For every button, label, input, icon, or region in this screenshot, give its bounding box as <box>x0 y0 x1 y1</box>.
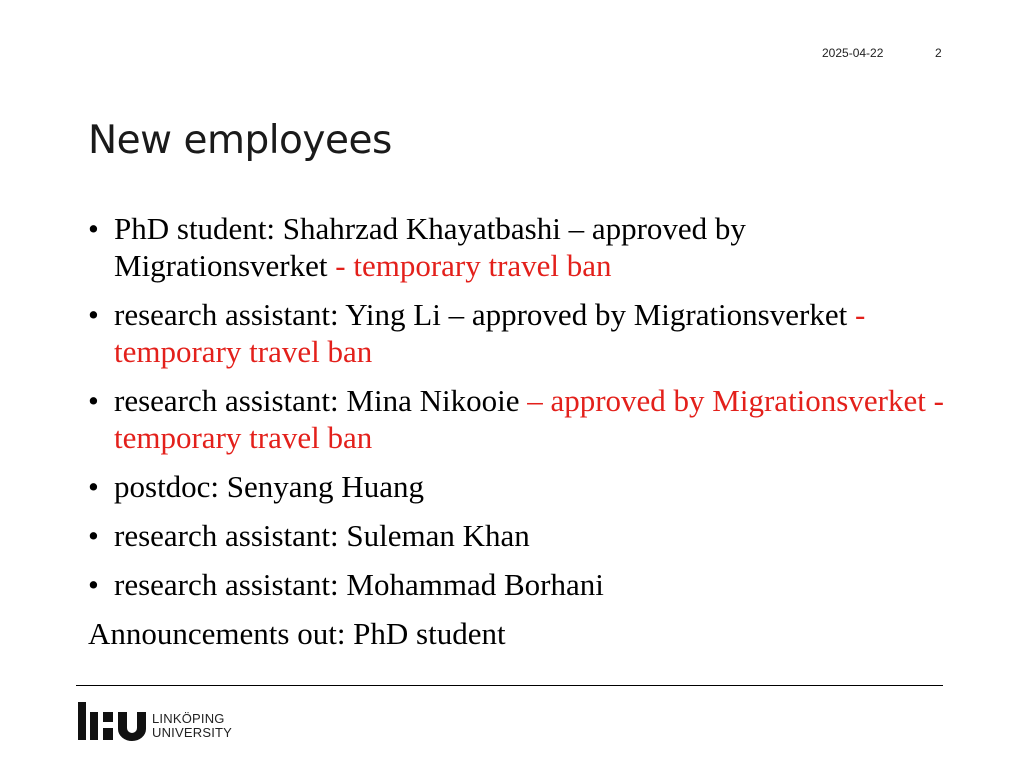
bullet-text-segment: – approved by Migrationsverket - temporary travel ban <box>114 383 944 455</box>
footer-divider <box>76 685 943 686</box>
bullet-item <box>88 382 948 456</box>
bullet-item <box>88 296 948 370</box>
bullet-item <box>88 468 948 505</box>
page-number: 2 <box>935 46 942 60</box>
logo-line-1: LINKÖPING <box>152 711 225 726</box>
slide-body <box>88 210 948 652</box>
bullet-icon: • <box>88 297 99 332</box>
liu-logo-text <box>152 712 232 740</box>
bullet-icon: • <box>88 383 99 418</box>
bullet-text-segment: - temporary travel ban <box>335 248 612 283</box>
bullet-icon: • <box>88 211 99 246</box>
bullet-text-segment: research assistant: Ying Li – approved by Migrationsverket <box>114 297 855 332</box>
announcement-line: Announcements out: PhD student <box>88 616 506 651</box>
bullet-text-segment: PhD student: Shahrzad Khayatbashi – approved by Migrationsverket <box>114 211 746 283</box>
bullet-item <box>88 210 948 284</box>
bullet-item <box>88 566 948 603</box>
slide-date: 2025-04-22 <box>822 46 884 60</box>
bullet-icon: • <box>88 567 99 602</box>
bullet-text-segment: - temporary travel ban <box>114 297 866 369</box>
bullet-item <box>88 517 948 554</box>
bullet-icon: • <box>88 469 99 504</box>
bullet-text-segment: postdoc: Senyang Huang <box>114 469 424 504</box>
bullet-text-segment: research assistant: Suleman Khan <box>114 518 530 553</box>
bullet-list <box>88 210 948 603</box>
slide-title: New employees <box>88 118 392 163</box>
liu-logo-mark <box>78 700 148 742</box>
bullet-text-segment: research assistant: Mina Nikooie <box>114 383 528 418</box>
bullet-text-segment: research assistant: Mohammad Borhani <box>114 567 604 602</box>
bullet-icon: • <box>88 518 99 553</box>
logo-line-2: UNIVERSITY <box>152 725 233 740</box>
